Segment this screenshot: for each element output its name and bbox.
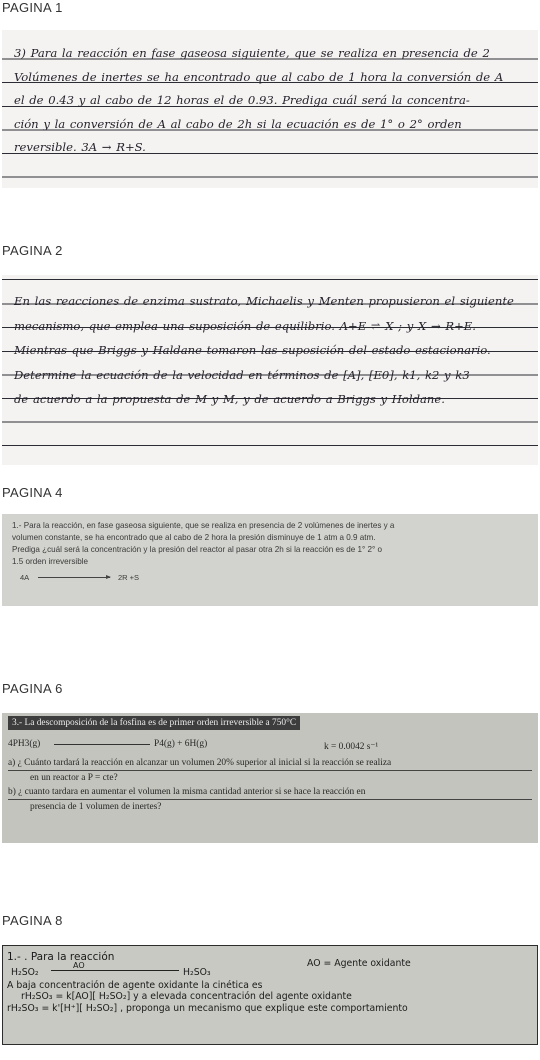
handwritten-snippet-page-2: [2, 275, 538, 465]
page-label-6: PAGINA 6: [2, 681, 63, 696]
text-line: mecanismo, que emplea una suposición de equilibrio. A+E ⇌ X ; y X → R+E.: [14, 318, 476, 333]
reaction-arrow-icon: [38, 577, 110, 578]
oxidant-legend: AO = Agente oxidante: [307, 957, 411, 969]
text-line: de acuerdo a la propuesta de M y M, y de acuerdo a Briggs y Holdane.: [14, 392, 445, 406]
handwritten-text: [2, 30, 538, 160]
text-line: a) ¿ Cuánto tardará la reacción en alcanzar un volumen 20% superior al inicial si la reacción se realiza: [8, 756, 532, 771]
rate-constant: k = 0.0042 s⁻¹: [324, 742, 379, 752]
page-label-2: PAGINA 2: [2, 243, 63, 258]
text-line: reversible. 3A → R+S.: [14, 140, 146, 155]
text-line: Mientras que Briggs y Haldane tomaron las suposición del estado estacionario.: [14, 343, 491, 357]
text-line: En las reacciones de enzima sustrato, Michaelis y Menten propusieron el siguiente: [14, 294, 514, 308]
text-line: en un reactor a P = cte?: [30, 773, 118, 783]
reaction-left: 4A: [20, 573, 30, 582]
page-label-1: PAGINA 1: [2, 0, 63, 15]
reaction-arrow-icon: [54, 744, 150, 745]
text-line: volumen constante, se ha encontrado que al cabo de 2 hora la presión disminuye de 1 atm a 0.9 atm.: [12, 533, 376, 542]
page-label-8: PAGINA 8: [2, 913, 63, 928]
text-line: rH₂SO₃ = k[AO][ H₂SO₂] y a elevada concentración del agente oxidante: [21, 991, 352, 1003]
problem-title: 1.- . Para la reacción: [7, 951, 115, 963]
reaction-equation: [12, 568, 530, 586]
printed-snippet-page-6: [2, 713, 538, 843]
reaction-right: P4(g) + 6H(g): [154, 739, 208, 749]
arrow-label: AO: [73, 960, 85, 970]
problem-header: 3.- La descomposición de la fosfina es de primer orden irreversible a 750°C: [8, 716, 532, 730]
text-line: presencia de 1 volumen de inertes?: [30, 802, 162, 812]
handwritten-text: [2, 275, 538, 412]
product: H₂SO₃: [183, 966, 211, 978]
handwritten-snippet-page-1: [2, 30, 538, 188]
text-line: 1.5 orden irreversible: [12, 557, 89, 566]
reaction-arrow-icon: [51, 970, 179, 971]
reaction-right: 2R +S: [118, 573, 140, 582]
text-line: Prediga ¿cuál será la concentración y la presión del reactor al pasar otra 2h si la reacción es de 1° 2° o: [12, 545, 382, 554]
page-label-4: PAGINA 4: [2, 485, 63, 500]
printed-snippet-page-4: [2, 514, 538, 606]
text-line: ción y la conversión de A al cabo de 2h si la ecuación es de 1° o 2° orden: [14, 116, 462, 131]
text-line: el de 0.43 y al cabo de 12 horas el de 0.93. Prediga cuál será la concentra-: [14, 93, 470, 108]
text-line: b) ¿ cuanto tardara en aumentar el volumen la misma cantidad anterior si se hace la reacción en: [8, 785, 532, 800]
printed-text: [2, 713, 538, 814]
text-line: rH₂SO₃ = k'[H⁺][ H₂SO₂] , proponga un mecanismo que explique este comportamiento: [7, 1002, 408, 1014]
printed-snippet-page-8: [2, 945, 538, 1045]
text-line: 3) Para la reacción en fase gaseosa siguiente, que se realiza en presencia de 2: [14, 46, 490, 60]
printed-text: [2, 514, 538, 586]
reactant: H₂SO₂: [11, 966, 39, 978]
text-line: A baja concentración de agente oxidante la cinética es: [7, 979, 263, 991]
text-line: 1.- Para la reacción, en fase gaseosa siguiente, que se realiza en presencia de 2 volúmenes de inertes y a: [12, 521, 395, 530]
reaction-left: 4PH3(g): [8, 739, 41, 749]
text-line: Volúmenes de inertes se ha encontrado que al cabo de 1 hora la conversión de A: [14, 69, 504, 84]
printed-text: [3, 946, 537, 1014]
reaction-row: [8, 734, 532, 756]
text-line: Determine la ecuación de la velocidad en términos de [A], [E0], k1, k2 y k3: [14, 367, 470, 382]
